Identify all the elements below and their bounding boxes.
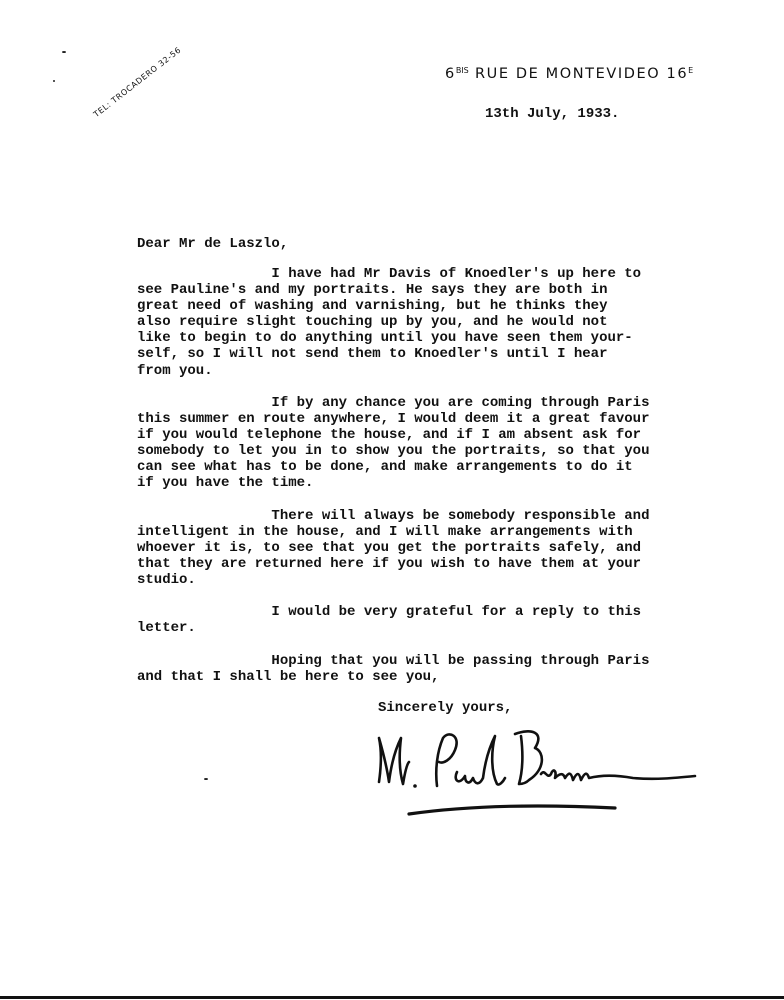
paragraph-2: If by any chance you are coming through Paris this summer en route anywhere, I would deem it a great favour if you would telephone the house, and if I am absent ask for somebody to let you in to show you the portraits, so that you can see what has to be done, and make arrangements to do it if you have the time.: [137, 395, 650, 492]
paragraph-4: I would be very grateful for a reply to this letter.: [137, 604, 642, 637]
paragraph-3: There will always be somebody responsible and intelligent in the house, and I will make arrangements with whoever it is, to see that you get the portraits safely, and that they are returned here if you wish to have them at your studio.: [137, 508, 650, 589]
letter-date: 13th July, 1933.: [485, 106, 620, 122]
handwritten-signature: [365, 722, 745, 832]
page-edge-line: [0, 996, 784, 999]
letterhead-address: $6^{BIS}$ RUE DE MONTEVIDEO $16^E$: [445, 66, 694, 82]
closing: Sincerely yours,: [378, 700, 513, 716]
ink-speck: [62, 51, 66, 53]
ink-speck: [204, 778, 208, 780]
letterhead-telephone: TEL: TROCADERO 32-56: [92, 45, 183, 120]
ink-speck: [53, 80, 55, 82]
paragraph-5: Hoping that you will be passing through Paris and that I shall be here to see you,: [137, 653, 650, 686]
paragraph-1: I have had Mr Davis of Knoedler's up here to see Pauline's and my portraits. He says they are both in great need of washing and varnishing, but he thinks they also require slight touching up by you, and he would not like to begin to do anything until you have seen them your- self, so I will not send them to Knoedler's until I hear from you.: [137, 266, 642, 379]
salutation: Dear Mr de Laszlo,: [137, 236, 289, 252]
